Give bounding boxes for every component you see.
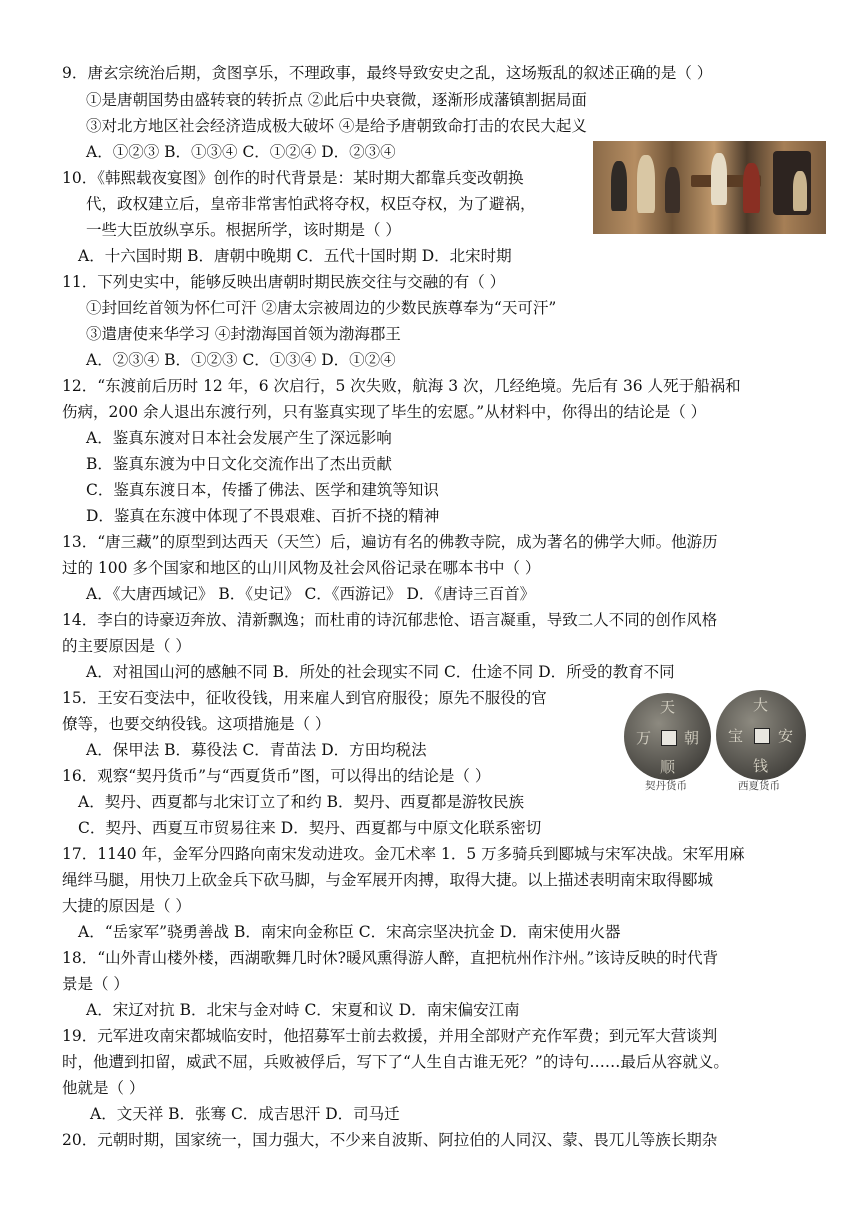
text-line: 景是（ ） xyxy=(62,975,129,993)
text-line: 时，他遭到扣留，威武不屈，兵败被俘后，写下了“人生自古谁无死？”的诗句……最后从容就义。 xyxy=(62,1053,729,1071)
text-line: 他就是（ ） xyxy=(62,1079,145,1097)
khitan-coin-caption: 契丹货币 xyxy=(645,780,687,792)
text-line: 14．李白的诗豪迈奔放、清新飘逸；而杜甫的诗沉郁悲怆、语言凝重，导致二人不同的创作风格 xyxy=(62,611,718,629)
text-line: ①封回纥首领为怀仁可汗 ②唐太宗被周边的少数民族尊奉为“天可汗” xyxy=(86,299,557,317)
text-line: C．鉴真东渡日本，传播了佛法、医学和建筑等知识 xyxy=(86,481,439,499)
text-line: A．契丹、西夏都与北宋订立了和约 B．契丹、西夏都是游牧民族 xyxy=(78,793,525,811)
text-line: A．对祖国山河的感触不同 B．所处的社会现实不同 C．仕途不同 D．所受的教育不同 xyxy=(86,663,675,681)
text-line: A．宋辽对抗 B．北宋与金对峙 C．宋夏和议 D．南宋偏安江南 xyxy=(86,1001,520,1019)
coin-char: 宝 xyxy=(728,727,744,745)
text-line: ③遣唐使来华学习 ④封渤海国首领为渤海郡王 xyxy=(86,325,401,343)
text-line: A．“岳家军”骁勇善战 B．南宋向金称臣 C．宋高宗坚决抗金 D．南宋使用火器 xyxy=(78,923,621,941)
text-line: 10．《韩熙载夜宴图》创作的时代背景是：某时期大都靠兵变改朝换 xyxy=(62,169,524,187)
text-line: 13．“唐三藏”的原型到达西天（天竺）后，遍访有名的佛教寺院，成为著名的佛学大师。他游历 xyxy=(62,533,718,551)
text-line: 的主要原因是（ ） xyxy=(62,637,191,655)
text-line: A．十六国时期 B．唐朝中晚期 C．五代十国时期 D．北宋时期 xyxy=(78,247,512,265)
text-line: 绳绊马腿，用快刀上砍金兵下砍马脚，与金军展开肉搏，取得大捷。以上描述表明南宋取得郾城 xyxy=(62,871,714,889)
text-line: 僚等，也要交纳役钱。这项措施是（ ） xyxy=(62,715,331,733)
coin-char: 大 xyxy=(753,696,769,714)
coin-char: 安 xyxy=(778,727,794,745)
coin-char: 朝 xyxy=(684,729,700,747)
western-xia-coin-caption: 西夏货币 xyxy=(738,780,780,792)
coin-char: 天 xyxy=(660,698,676,716)
text-line: B．鉴真东渡为中日文化交流作出了杰出贡献 xyxy=(86,455,392,473)
text-line: 19．元军进攻南宋都城临安时，他招募军士前去救援，并用全部财产充作军费；到元军大营谈判 xyxy=(62,1027,718,1045)
text-line: 16．观察“契丹货币”与“西夏货币”图，可以得出的结论是（ ） xyxy=(62,767,491,785)
text-line: D．鉴真在东渡中体现了不畏艰难、百折不挠的精神 xyxy=(86,507,440,525)
text-line: 伤病，200 余人退出东渡行列，只有鉴真实现了毕生的宏愿。”从材料中，你得出的结论是（ ） xyxy=(62,403,707,421)
text-line: 代，政权建立后，皇帝非常害怕武将夺权，权臣夺权，为了避祸， xyxy=(86,195,536,213)
coin-char: 顺 xyxy=(660,758,676,776)
text-line: ③对北方地区社会经济造成极大破坏 ④是给予唐朝致命打击的农民大起义 xyxy=(86,117,587,135)
text-line: 20．元朝时期，国家统一，国力强大，不少来自波斯、阿拉伯的人同汉、蒙、畏兀儿等族长期杂 xyxy=(62,1131,718,1149)
text-line: C．契丹、西夏互市贸易往来 D．契丹、西夏都与中原文化联系密切 xyxy=(78,819,542,837)
text-line: A．《大唐西域记》 B．《史记》 C．《西游记》 D．《唐诗三百首》 xyxy=(86,585,536,603)
text-line: A．②③④ B．①②③ C．①③④ D．①②④ xyxy=(86,351,396,369)
text-line: 15．王安石变法中，征收役钱，用来雇人到官府服役；原先不服役的官 xyxy=(62,689,547,707)
text-line: A．鉴真东渡对日本社会发展产生了深远影响 xyxy=(86,429,392,447)
text-line: 18．“山外青山楼外楼，西湖歌舞几时休?暖风熏得游人醉，直把杭州作汴州。”该诗反映的时代背 xyxy=(62,949,719,967)
western-xia-coin-image xyxy=(716,690,806,780)
khitan-coin-image xyxy=(624,693,711,780)
text-line: 17．1140 年，金军分四路向南宋发动进攻。金兀术率 1．5 万多骑兵到郾城与宋军决战。宋军用麻 xyxy=(62,845,745,863)
text-line: 9．唐玄宗统治后期，贪图享乐，不理政事，最终导致安史之乱，这场叛乱的叙述正确的是（ ） xyxy=(62,64,713,82)
text-line: 12．“东渡前后历时 12 年，6 次启行，5 次失败，航海 3 次，几经绝境。先后有 36 人死于船祸和 xyxy=(62,377,741,395)
coin-char: 万 xyxy=(636,729,652,747)
text-line: 大捷的原因是（ ） xyxy=(62,897,191,915)
text-line: 一些大臣放纵享乐。根据所学，该时期是（ ） xyxy=(86,221,401,239)
text-line: 11．下列史实中，能够反映出唐朝时期民族交往与交融的有（ ） xyxy=(62,273,506,291)
text-line: A．保甲法 B．募役法 C．青苗法 D．方田均税法 xyxy=(86,741,427,759)
han-xizai-night-revels-painting xyxy=(593,141,826,234)
coin-square-hole xyxy=(661,730,677,746)
coin-square-hole xyxy=(754,728,770,744)
coin-char: 钱 xyxy=(753,757,769,775)
text-line: A．文天祥 B．张骞 C．成吉思汗 D．司马迁 xyxy=(90,1105,400,1123)
text-line: ①是唐朝国势由盛转衰的转折点 ②此后中央衰微，逐渐形成藩镇割据局面 xyxy=(86,91,587,109)
text-line: A．①②③ B．①③④ C．①②④ D．②③④ xyxy=(86,143,396,161)
text-line: 过的 100 多个国家和地区的山川风物及社会风俗记录在哪本书中（ ） xyxy=(62,559,541,577)
